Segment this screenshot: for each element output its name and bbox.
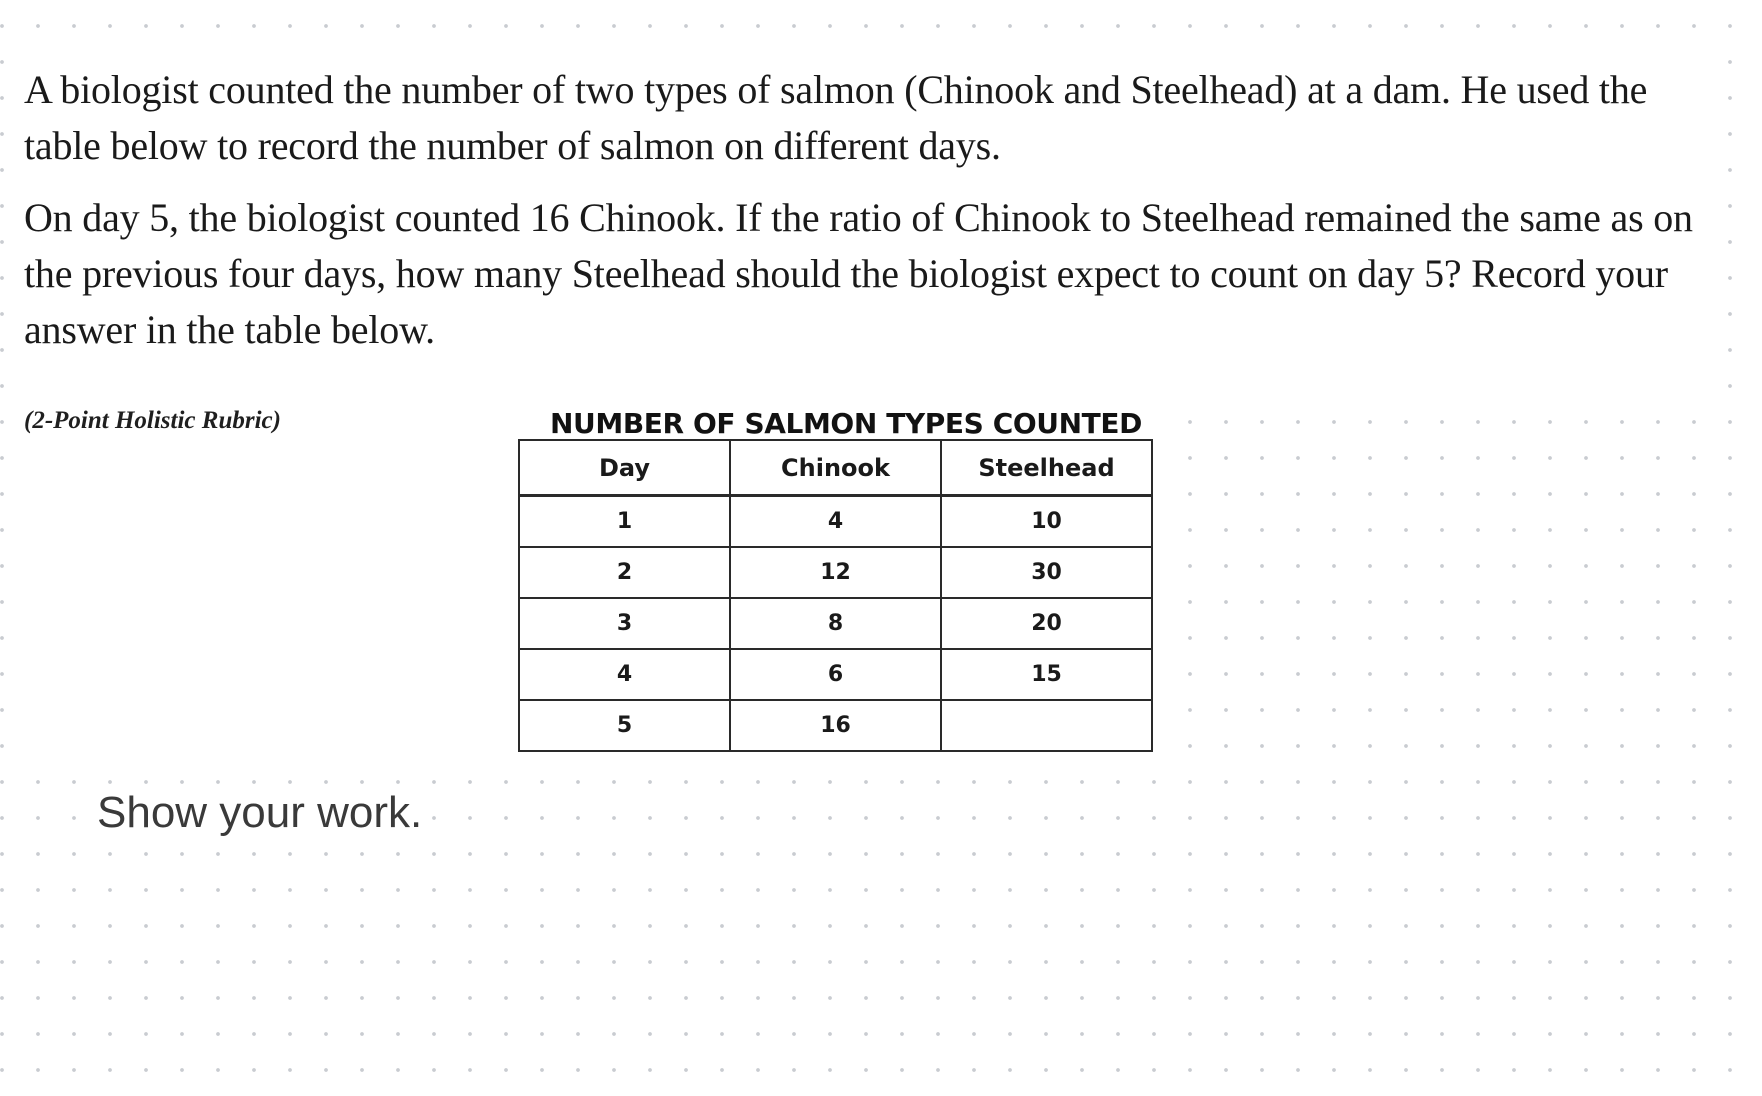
problem-paragraph-context: A biologist counted the number of two types of salmon (Chinook and Steelhead) at a dam. He used the table below to record the number of salmon on different days. [24, 67, 1648, 168]
cell-chinook: 6 [730, 649, 941, 700]
header-day: Day [519, 440, 730, 496]
salmon-count-table [518, 439, 1153, 752]
cell-day: 5 [519, 700, 730, 751]
answer-cell-steelhead[interactable] [941, 700, 1152, 751]
header-chinook: Chinook [730, 440, 941, 496]
table-row [519, 598, 1152, 649]
cell-steelhead: 10 [941, 496, 1152, 548]
table-section [10, 407, 1168, 775]
rubric-label: (2-Point Holistic Rubric) [24, 407, 281, 434]
problem-statement [10, 52, 1710, 407]
cell-steelhead: 20 [941, 598, 1152, 649]
cell-day: 4 [519, 649, 730, 700]
cell-day: 1 [519, 496, 730, 548]
table-title: NUMBER OF SALMON TYPES COUNTED [550, 407, 1142, 440]
cell-day: 3 [519, 598, 730, 649]
table-row [519, 649, 1152, 700]
table-header-row [519, 440, 1152, 496]
table-row [519, 496, 1152, 548]
cell-chinook: 12 [730, 547, 941, 598]
cell-chinook: 8 [730, 598, 941, 649]
cell-steelhead: 15 [941, 649, 1152, 700]
table-row [519, 547, 1152, 598]
cell-chinook: 16 [730, 700, 941, 751]
table-row [519, 700, 1152, 751]
cell-steelhead: 30 [941, 547, 1152, 598]
cell-chinook: 4 [730, 496, 941, 548]
show-work-prompt: Show your work. [95, 785, 424, 841]
cell-day: 2 [519, 547, 730, 598]
header-steelhead: Steelhead [941, 440, 1152, 496]
problem-paragraph-question: On day 5, the biologist counted 16 Chinook. If the ratio of Chinook to Steelhead remained the same as on the previous four days, how many Steelhead should the biologist expect to count on day 5? Record your answer in the table below. [24, 195, 1693, 352]
